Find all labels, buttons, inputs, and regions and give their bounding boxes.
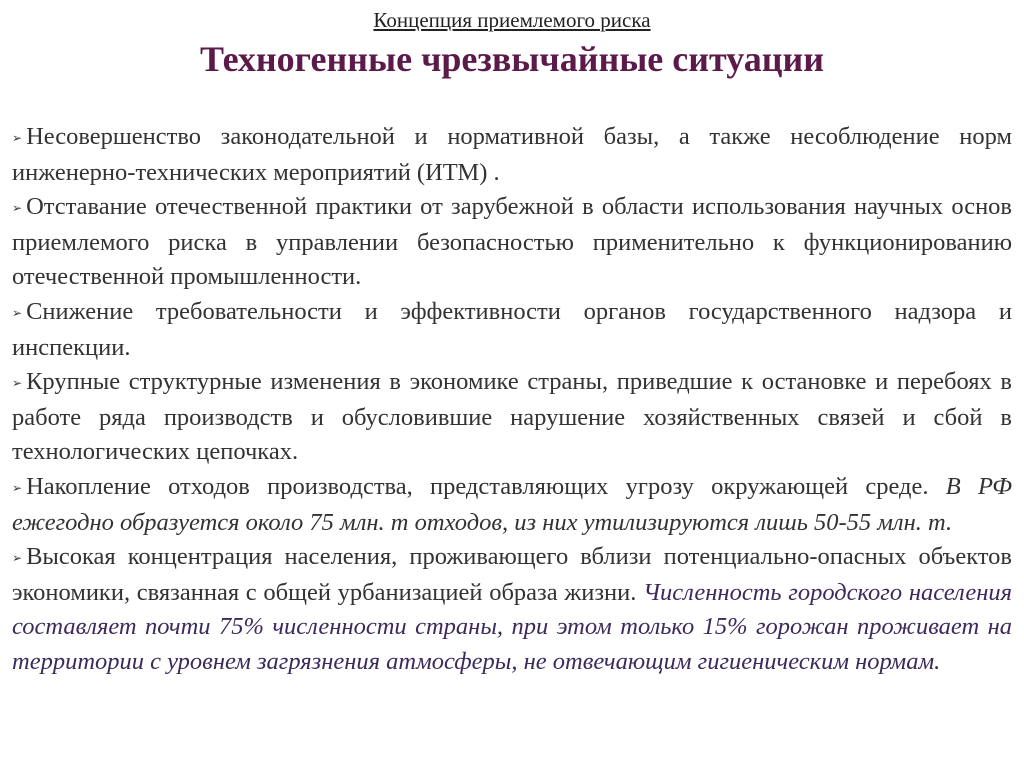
list-item bbox=[12, 120, 1012, 190]
list-item-note: Численность городского населения составляет почти 75% численности страны, при этом только 15% горожан проживает на территории с уровнем загрязнения атмосферы, не отвечающим гигиеническим нормам. bbox=[12, 578, 1013, 675]
arrow-bullet-icon: ➢ bbox=[12, 480, 23, 495]
list-item bbox=[12, 190, 1012, 295]
arrow-bullet-icon: ➢ bbox=[12, 551, 23, 566]
list-item-text: Отставание отечественной практики от зарубежной в области использования научных основ приемлемого риска в управлении безопасностью применительно к функционированию отечественной промышленности. bbox=[12, 193, 1012, 291]
list-item-text: Снижение требовательности и эффективности органов государственного надзора и инспекции. bbox=[12, 297, 1012, 361]
list-item-text: Крупные структурные изменения в экономике страны, приведшие к остановке и перебоях в работе ряда производств и обусловившие нарушение хозяйственных связей и сбой в технологических цепочках. bbox=[12, 368, 1012, 466]
list-item bbox=[12, 470, 1012, 540]
arrow-bullet-icon: ➢ bbox=[12, 131, 23, 145]
list-item-text: Накопление отходов производства, представляющих угрозу окружающей среде. bbox=[26, 472, 929, 500]
slide-title: Техногенные чрезвычайные ситуации bbox=[200, 39, 824, 79]
list-item-note: В РФ ежегодно образуется около 75 млн. т отходов, из них утилизируются лишь 50-55 млн. т. bbox=[12, 472, 1013, 536]
list-item bbox=[12, 295, 1012, 365]
arrow-bullet-icon: ➢ bbox=[12, 305, 23, 320]
list-item-text: Несовершенство законодательной и нормативной базы, а также несоблюдение норм инженерно-технических мероприятий (ИТМ) . bbox=[12, 123, 1012, 186]
arrow-bullet-icon: ➢ bbox=[12, 376, 23, 391]
list-item bbox=[12, 365, 1012, 470]
list-item bbox=[12, 540, 1012, 679]
slide-subtitle: Концепция приемлемого риска bbox=[373, 8, 651, 32]
list-item-text: Высокая концентрация населения, проживающего вблизи потенциально-опасных объектов экономики, связанная с общей урбанизацией образа жизни. bbox=[12, 543, 1012, 606]
arrow-bullet-icon: ➢ bbox=[12, 201, 23, 216]
slide-content bbox=[12, 120, 1012, 680]
